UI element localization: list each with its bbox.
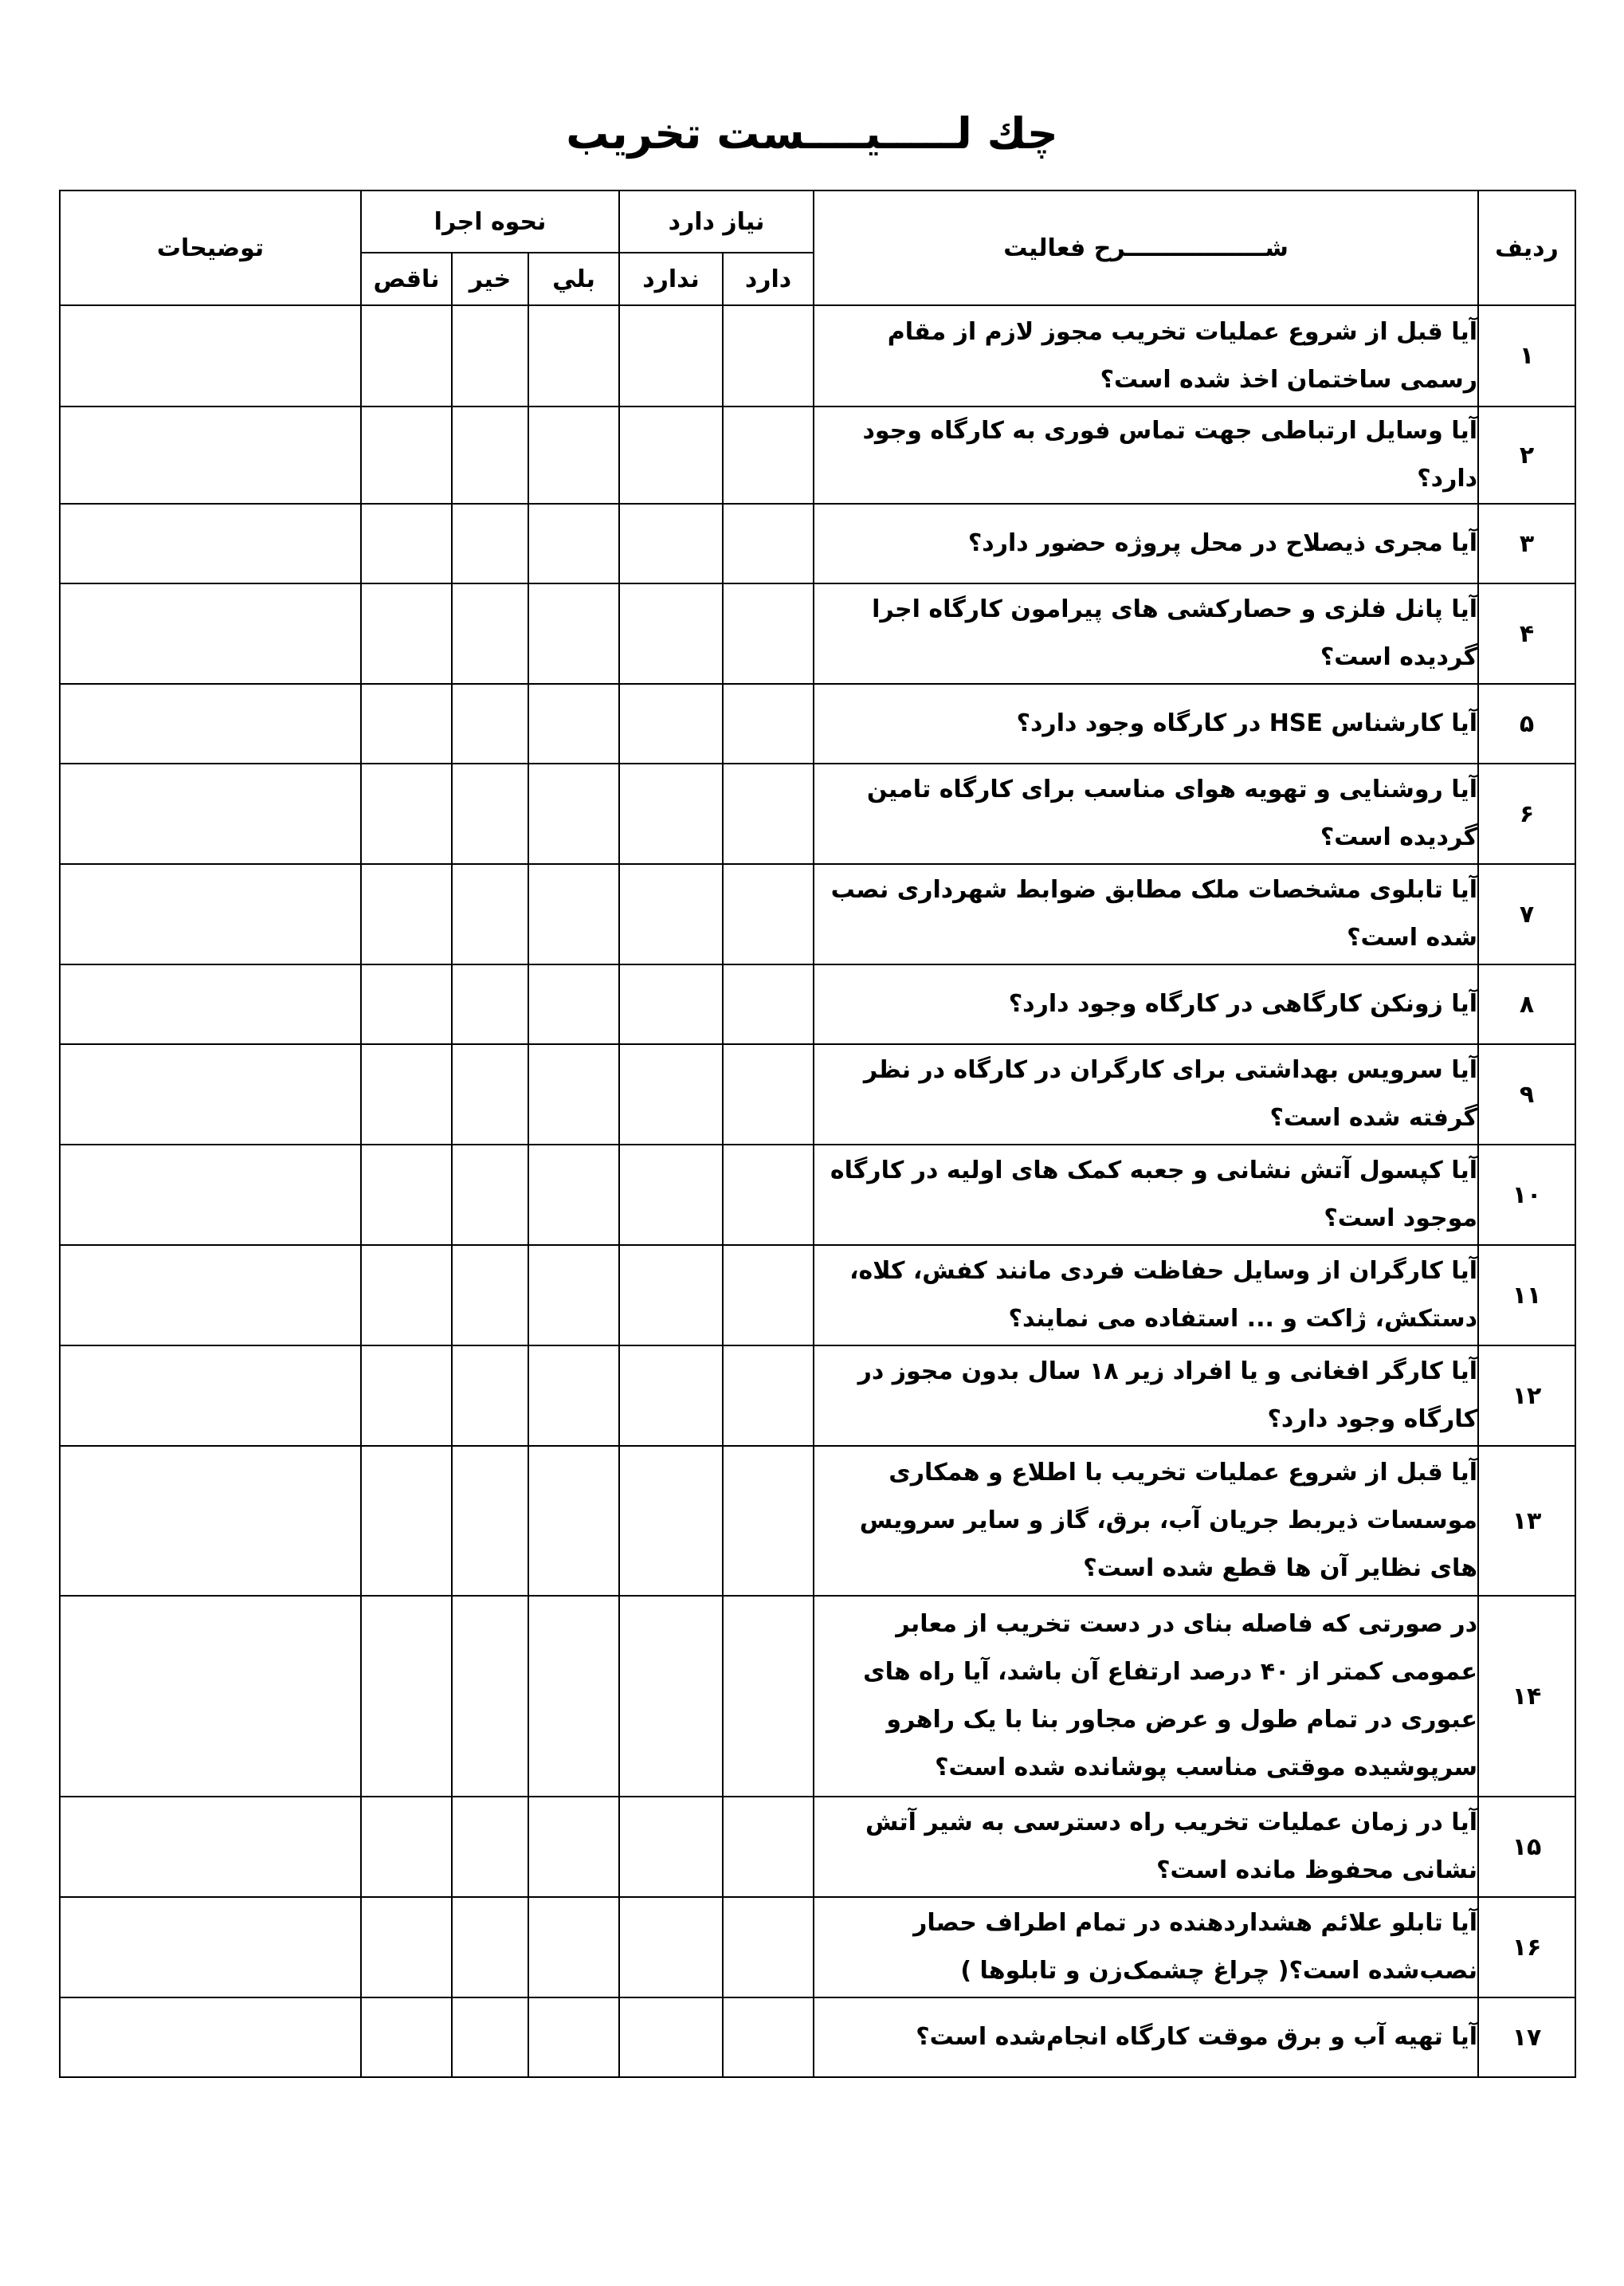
- need-yes-cell[interactable]: [723, 864, 814, 964]
- exec-incomplete-cell[interactable]: [361, 684, 452, 764]
- table-row: [60, 1997, 1575, 2077]
- table-row: [60, 1596, 1575, 1797]
- table-row: [60, 1044, 1575, 1145]
- activity-description: آیا پانل فلزی و حصارکشی های پیرامون کارگاه اجرا گردیده است؟: [814, 583, 1478, 684]
- need-no-cell[interactable]: [619, 407, 723, 504]
- row-number: ۱۷: [1478, 1997, 1575, 2077]
- row-number: ۱۲: [1478, 1345, 1575, 1446]
- exec-yes-cell[interactable]: [528, 1446, 619, 1596]
- need-yes-header: دارد: [723, 253, 814, 305]
- notes-cell[interactable]: [60, 1044, 361, 1145]
- notes-cell[interactable]: [60, 305, 361, 407]
- execution-group-header: نحوه اجرا: [361, 190, 619, 253]
- need-yes-cell[interactable]: [723, 1446, 814, 1596]
- need-no-cell[interactable]: [619, 964, 723, 1044]
- exec-yes-cell[interactable]: [528, 583, 619, 684]
- header-row: [60, 190, 1575, 253]
- need-yes-cell[interactable]: [723, 1245, 814, 1345]
- notes-cell[interactable]: [60, 504, 361, 583]
- need-no-cell[interactable]: [619, 1797, 723, 1897]
- exec-incomplete-cell[interactable]: [361, 1596, 452, 1797]
- notes-cell[interactable]: [60, 964, 361, 1044]
- need-no-cell[interactable]: [619, 1245, 723, 1345]
- exec-yes-cell[interactable]: [528, 1044, 619, 1145]
- activity-description: آیا زونکن کارگاهی در کارگاه وجود دارد؟: [814, 964, 1478, 1044]
- need-yes-cell[interactable]: [723, 305, 814, 407]
- notes-cell[interactable]: [60, 1797, 361, 1897]
- exec-no-cell[interactable]: [452, 1145, 528, 1245]
- activity-description: آیا تابلو علائم هشداردهنده در تمام اطراف حصار نصب‌شده است؟( چراغ چشمک‌زن و تابلوها ): [814, 1897, 1478, 1997]
- table-row: [60, 1245, 1575, 1345]
- exec-incomplete-cell[interactable]: [361, 407, 452, 504]
- activity-description: آیا سرویس بهداشتی برای کارگران در کارگاه در نظر گرفته شده است؟: [814, 1044, 1478, 1145]
- exec-yes-cell[interactable]: [528, 764, 619, 864]
- exec-incomplete-cell[interactable]: [361, 964, 452, 1044]
- activity-description: آیا کارگران از وسایل حفاظت فردی مانند کفش، کلاه، دستکش، ژاکت و ... استفاده می نمایند؟: [814, 1245, 1478, 1345]
- need-yes-cell[interactable]: [723, 684, 814, 764]
- exec-incomplete-cell[interactable]: [361, 864, 452, 964]
- need-yes-cell[interactable]: [723, 504, 814, 583]
- row-number: ۲: [1478, 407, 1575, 504]
- need-no-header: ندارد: [619, 253, 723, 305]
- exec-incomplete-header: ناقص: [361, 253, 452, 305]
- exec-no-cell[interactable]: [452, 764, 528, 864]
- exec-yes-header: بلي: [528, 253, 619, 305]
- need-yes-cell[interactable]: [723, 1997, 814, 2077]
- activity-description: آیا قبل از شروع عملیات تخریب با اطلاع و همکاری موسسات ذیربط جریان آب، برق، گاز و سایر سرویس های نظایر آن ها قطع شده است؟: [814, 1446, 1478, 1596]
- row-number: ۵: [1478, 684, 1575, 764]
- row-number-header: رديف: [1478, 190, 1575, 305]
- exec-yes-cell[interactable]: [528, 1997, 619, 2077]
- activity-description: آیا تهیه آب و برق موقت کارگاه انجام‌شده است؟: [814, 1997, 1478, 2077]
- need-no-cell[interactable]: [619, 1044, 723, 1145]
- exec-no-cell[interactable]: [452, 1245, 528, 1345]
- table-row: [60, 1897, 1575, 1997]
- need-no-cell[interactable]: [619, 1446, 723, 1596]
- row-number: ۹: [1478, 1044, 1575, 1145]
- activity-description: آیا در زمان عملیات تخریب راه دسترسی به شیر آتش نشانی محفوظ مانده است؟: [814, 1797, 1478, 1897]
- exec-yes-cell[interactable]: [528, 1797, 619, 1897]
- need-yes-cell[interactable]: [723, 407, 814, 504]
- activity-header: شـــــــــــــــــرح فعاليت: [814, 190, 1478, 305]
- notes-cell[interactable]: [60, 864, 361, 964]
- activity-description: آیا کپسول آتش نشانی و جعبه کمک های اولیه در کارگاه موجود است؟: [814, 1145, 1478, 1245]
- table-row: [60, 1345, 1575, 1446]
- notes-cell[interactable]: [60, 583, 361, 684]
- row-number: ۱۴: [1478, 1596, 1575, 1797]
- need-yes-cell[interactable]: [723, 1797, 814, 1897]
- need-yes-cell[interactable]: [723, 1044, 814, 1145]
- exec-no-cell[interactable]: [452, 684, 528, 764]
- exec-yes-cell[interactable]: [528, 504, 619, 583]
- exec-no-cell[interactable]: [452, 1446, 528, 1596]
- exec-yes-cell[interactable]: [528, 1245, 619, 1345]
- need-no-cell[interactable]: [619, 1145, 723, 1245]
- exec-yes-cell[interactable]: [528, 305, 619, 407]
- notes-cell[interactable]: [60, 1245, 361, 1345]
- exec-incomplete-cell[interactable]: [361, 764, 452, 864]
- exec-incomplete-cell[interactable]: [361, 1797, 452, 1897]
- notes-cell[interactable]: [60, 1345, 361, 1446]
- exec-no-cell[interactable]: [452, 407, 528, 504]
- need-group-header: نياز دارد: [619, 190, 814, 253]
- table-row: [60, 864, 1575, 964]
- exec-no-cell[interactable]: [452, 1345, 528, 1446]
- row-number: ۸: [1478, 964, 1575, 1044]
- notes-cell[interactable]: [60, 1897, 361, 1997]
- row-number: ۱۳: [1478, 1446, 1575, 1596]
- exec-yes-cell[interactable]: [528, 407, 619, 504]
- table-row: [60, 1446, 1575, 1596]
- exec-yes-cell[interactable]: [528, 864, 619, 964]
- notes-cell[interactable]: [60, 1997, 361, 2077]
- exec-no-cell[interactable]: [452, 1044, 528, 1145]
- row-number: ۱۵: [1478, 1797, 1575, 1897]
- notes-cell[interactable]: [60, 1446, 361, 1596]
- exec-incomplete-cell[interactable]: [361, 1044, 452, 1145]
- exec-incomplete-cell[interactable]: [361, 1245, 452, 1345]
- notes-cell[interactable]: [60, 407, 361, 504]
- need-no-cell[interactable]: [619, 684, 723, 764]
- table-row: [60, 504, 1575, 583]
- exec-no-cell[interactable]: [452, 1997, 528, 2077]
- activity-description: آیا کارگر افغانی و یا افراد زیر ۱۸ سال بدون مجوز در کارگاه وجود دارد؟: [814, 1345, 1478, 1446]
- exec-yes-cell[interactable]: [528, 684, 619, 764]
- row-number: ۱۶: [1478, 1897, 1575, 1997]
- exec-incomplete-cell[interactable]: [361, 1345, 452, 1446]
- exec-incomplete-cell[interactable]: [361, 504, 452, 583]
- checklist-body: [60, 305, 1575, 2077]
- exec-incomplete-cell[interactable]: [361, 583, 452, 684]
- need-no-cell[interactable]: [619, 1345, 723, 1446]
- need-no-cell[interactable]: [619, 583, 723, 684]
- exec-yes-cell[interactable]: [528, 964, 619, 1044]
- row-number: ۳: [1478, 504, 1575, 583]
- exec-incomplete-cell[interactable]: [361, 1997, 452, 2077]
- row-number: ۱۰: [1478, 1145, 1575, 1245]
- table-row: [60, 764, 1575, 864]
- need-no-cell[interactable]: [619, 504, 723, 583]
- exec-no-cell[interactable]: [452, 964, 528, 1044]
- need-no-cell[interactable]: [619, 1596, 723, 1797]
- exec-incomplete-cell[interactable]: [361, 1145, 452, 1245]
- need-yes-cell[interactable]: [723, 1345, 814, 1446]
- notes-cell[interactable]: [60, 1145, 361, 1245]
- notes-header: توضيحات: [60, 190, 361, 305]
- exec-incomplete-cell[interactable]: [361, 305, 452, 407]
- exec-incomplete-cell[interactable]: [361, 1446, 452, 1596]
- table-row: [60, 583, 1575, 684]
- notes-cell[interactable]: [60, 1596, 361, 1797]
- row-number: ۷: [1478, 864, 1575, 964]
- table-row: [60, 305, 1575, 407]
- activity-description: آیا تابلوی مشخصات ملک مطابق ضوابط شهرداری نصب شده است؟: [814, 864, 1478, 964]
- exec-yes-cell[interactable]: [528, 1596, 619, 1797]
- activity-description: آیا روشنایی و تهویه هوای مناسب برای کارگاه تامین گردیده است؟: [814, 764, 1478, 864]
- activity-description: آيا وسايل ارتباطی جهت تماس فوری به کارگاه وجود دارد؟: [814, 407, 1478, 504]
- demolition-checklist-table: [59, 190, 1576, 2078]
- exec-no-cell[interactable]: [452, 1797, 528, 1897]
- exec-yes-cell[interactable]: [528, 1145, 619, 1245]
- exec-yes-cell[interactable]: [528, 1345, 619, 1446]
- need-no-cell[interactable]: [619, 1997, 723, 2077]
- activity-description: آیا مجری ذیصلاح در محل پروژه حضور دارد؟: [814, 504, 1478, 583]
- exec-no-cell[interactable]: [452, 583, 528, 684]
- activity-description: آیا کارشناس HSE در کارگاه وجود دارد؟: [814, 684, 1478, 764]
- need-yes-cell[interactable]: [723, 1897, 814, 1997]
- activity-description: در صورتی که فاصله بنای در دست تخریب از معابر عمومی کمتر از ۴۰ درصد ارتفاع آن باشد، آیا راه های عبوری در تمام طول و عرض مجاور بنا با یک راهرو سرپوشیده موقتی مناسب پوشانده شده است؟: [814, 1596, 1478, 1797]
- need-yes-cell[interactable]: [723, 1145, 814, 1245]
- table-row: [60, 407, 1575, 504]
- exec-no-cell[interactable]: [452, 504, 528, 583]
- table-row: [60, 1797, 1575, 1897]
- need-yes-cell[interactable]: [723, 1596, 814, 1797]
- activity-description: آیا قبل از شروع عملیات تخریب مجوز لازم از مقام رسمی ساختمان اخذ شده است؟: [814, 305, 1478, 407]
- exec-incomplete-cell[interactable]: [361, 1897, 452, 1997]
- need-yes-cell[interactable]: [723, 583, 814, 684]
- page-title: چك لـــــيــــست تخريب: [566, 108, 1058, 159]
- table-row: [60, 964, 1575, 1044]
- notes-cell[interactable]: [60, 764, 361, 864]
- row-number: ۱: [1478, 305, 1575, 407]
- exec-no-cell[interactable]: [452, 1897, 528, 1997]
- exec-no-header: خير: [452, 253, 528, 305]
- row-number: ۴: [1478, 583, 1575, 684]
- exec-yes-cell[interactable]: [528, 1897, 619, 1997]
- need-no-cell[interactable]: [619, 305, 723, 407]
- need-yes-cell[interactable]: [723, 964, 814, 1044]
- need-no-cell[interactable]: [619, 1897, 723, 1997]
- need-no-cell[interactable]: [619, 764, 723, 864]
- need-no-cell[interactable]: [619, 864, 723, 964]
- table-row: [60, 1145, 1575, 1245]
- exec-no-cell[interactable]: [452, 305, 528, 407]
- table-row: [60, 684, 1575, 764]
- exec-no-cell[interactable]: [452, 864, 528, 964]
- row-number: ۶: [1478, 764, 1575, 864]
- need-yes-cell[interactable]: [723, 764, 814, 864]
- exec-no-cell[interactable]: [452, 1596, 528, 1797]
- row-number: ۱۱: [1478, 1245, 1575, 1345]
- notes-cell[interactable]: [60, 684, 361, 764]
